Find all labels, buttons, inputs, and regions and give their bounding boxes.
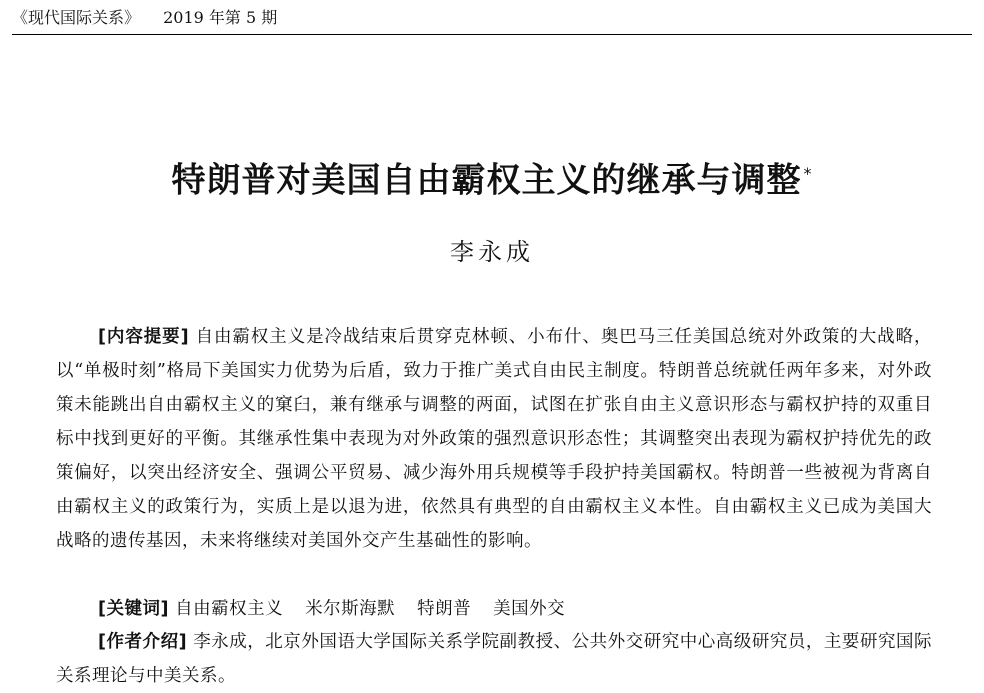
keyword: 美国外交 bbox=[493, 599, 566, 619]
article-title bbox=[0, 150, 984, 204]
title-footnote-mark: * bbox=[803, 164, 813, 183]
keywords-line bbox=[56, 592, 932, 626]
author-intro-paragraph bbox=[56, 625, 932, 693]
keyword: 自由霸权主义 bbox=[175, 599, 284, 619]
author-name: 李永成 bbox=[450, 238, 534, 266]
keyword: 米尔斯海默 bbox=[305, 599, 396, 619]
author-intro-label: [作者介绍] bbox=[98, 632, 188, 652]
abstract-label: [内容提要] bbox=[98, 327, 190, 347]
author-intro-text: 李永成，北京外国语大学国际关系学院副教授、公共外交研究中心高级研究员，主要研究国际关系理论与中美关系。 bbox=[56, 632, 933, 686]
issue-number: 2019 年第 5 期 bbox=[163, 8, 278, 27]
article-title-text: 特朗普对美国自由霸权主义的继承与调整 bbox=[171, 160, 802, 201]
keywords-label: [关键词] bbox=[98, 599, 169, 619]
abstract-paragraph bbox=[56, 320, 932, 558]
keyword: 特朗普 bbox=[417, 599, 472, 619]
journal-name: 《现代国际关系》 bbox=[12, 8, 141, 27]
running-header bbox=[12, 6, 972, 35]
abstract-text: 自由霸权主义是冷战结束后贯穿克林顿、小布什、奥巴马三任美国总统对外政策的大战略，以“单极时刻”格局下美国实力优势为后盾，致力于推广美式自由民主制度。特朗普总统就任两年多来，对外政策未能跳出自由霸权主义的窠臼，兼有继承与调整的两面，试图在扩张自由主义意识形态与霸权护持的双重目标中找到更好的平衡。其继承性集中表现为对外政策的强烈意识形态性；其调整突出表现为霸权护持优先的政策偏好，以突出经济安全、强调公平贸易、减少海外用兵规模等手段护持美国霸权。特朗普一些被视为背离自由霸权主义的政策行为，实质上是以退为进，依然具有典型的自由霸权主义本性。自由霸权主义已成为美国大战略的遗传基因，未来将继续对美国外交产生基础性的影响。 bbox=[56, 327, 932, 551]
